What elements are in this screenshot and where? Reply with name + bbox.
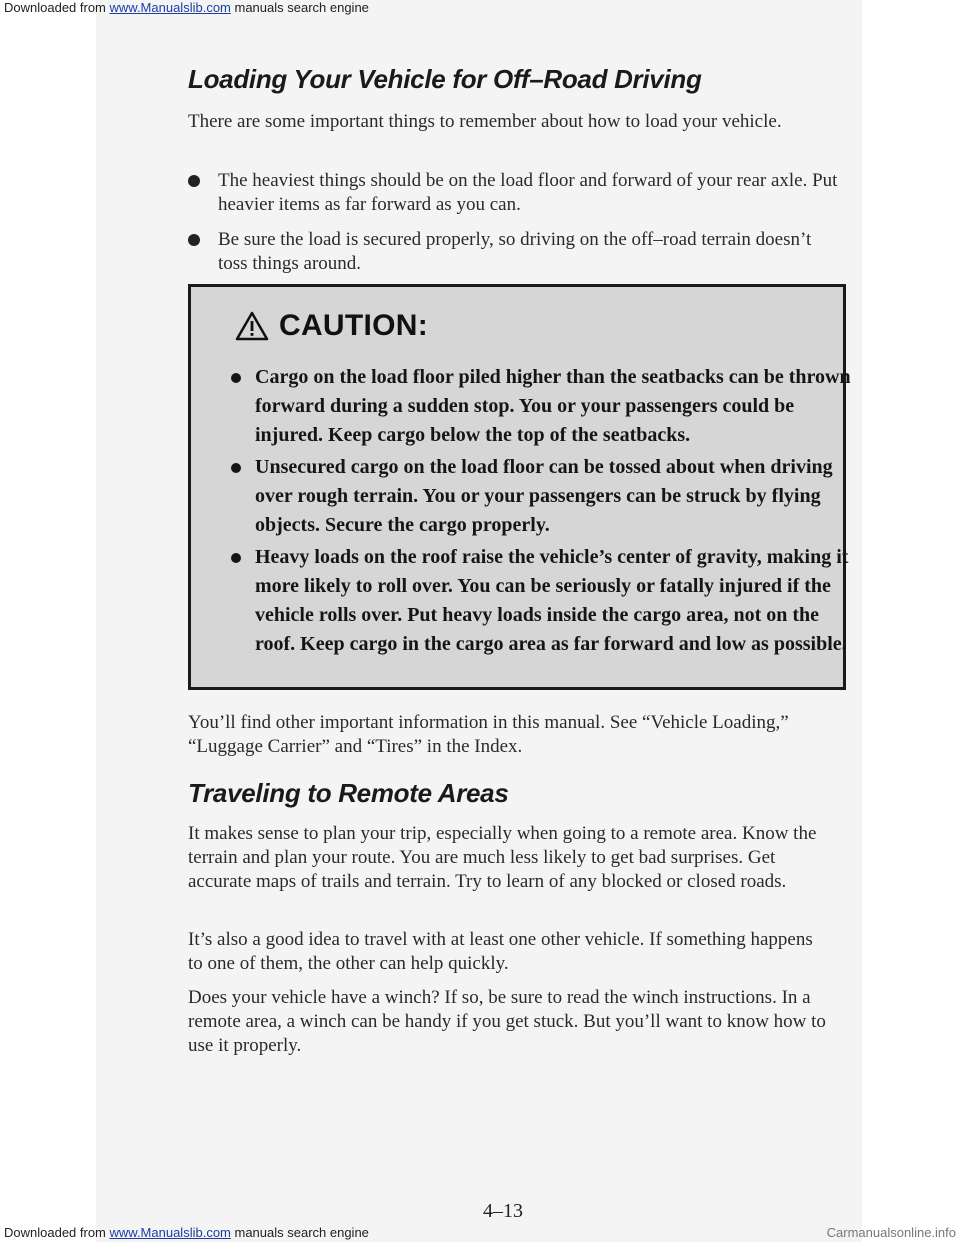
- caution-header: [235, 309, 428, 343]
- manualslib-link[interactable]: www.Manualslib.com: [109, 0, 231, 15]
- caution-item-text: Heavy loads on the roof raise the vehicle’s center of gravity, making it more likely to roll over. You can be seriously or fatally injured if the vehicle rolls over. Put heavy loads inside the cargo area, not on the roof. Keep cargo in the cargo area as far forward and low as possible.: [255, 546, 849, 655]
- bullet-dot-icon: [231, 373, 241, 383]
- watermark-top: [4, 0, 369, 15]
- warning-triangle-icon: [235, 311, 269, 341]
- intro-paragraph: There are some important things to remember about how to load your vehicle.: [188, 111, 782, 132]
- page-number: 4–13: [483, 1200, 523, 1222]
- bullet-item-secured: [188, 228, 838, 276]
- caution-item-cargo-floor: [231, 363, 855, 450]
- bullet-dot-icon: [188, 234, 200, 246]
- watermark-suffix: manuals search engine: [230, 0, 369, 15]
- bullet-text: The heaviest things should be on the load floor and forward of your rear axle. Put heavier items as far forward as you can.: [218, 170, 838, 215]
- watermark-prefix: Downloaded from: [4, 0, 110, 15]
- caution-box: [188, 284, 851, 690]
- remote-paragraph-winch: Does your vehicle have a winch? If so, be sure to read the winch instructions. In a remote area, a winch can be handy if you get stuck. But you’ll want to know how to use it properly.: [188, 987, 826, 1056]
- watermark-suffix: manuals search engine: [230, 1225, 369, 1240]
- manualslib-link[interactable]: www.Manualslib.com: [109, 1225, 231, 1240]
- remote-paragraph-plan: It makes sense to plan your trip, especially when going to a remote area. Know the terrain and plan your route. You are much less likely to get bad surprises. Get accurate maps of trails and terrain. Try to learn of any blocked or closed roads.: [188, 823, 817, 892]
- bullet-dot-icon: [231, 463, 241, 473]
- caution-title: CAUTION:: [279, 309, 429, 342]
- caution-item-text: Unsecured cargo on the load floor can be tossed about when driving over rough terrain. You or your passengers can be struck by flying objects. Secure the cargo properly.: [255, 456, 833, 536]
- remote-paragraph-travel: It’s also a good idea to travel with at least one other vehicle. If something happens to one of them, the other can help quickly.: [188, 929, 813, 974]
- caution-item-unsecured: [231, 453, 855, 540]
- heading-loading: Loading Your Vehicle for Off–Road Driving: [188, 64, 702, 94]
- bullet-dot-icon: [188, 175, 200, 187]
- bullet-item-heaviest: [188, 169, 838, 217]
- caution-item-roof-loads: [231, 543, 855, 659]
- watermark-bottom: [4, 1225, 369, 1240]
- caution-item-text: Cargo on the load floor piled higher than the seatbacks can be thrown forward during a sudden stop. You or your passengers could be injured. Keep cargo below the top of the seatbacks.: [255, 366, 851, 446]
- watermark-right: Carmanualsonline.info: [826, 1225, 956, 1240]
- watermark-prefix: Downloaded from: [4, 1225, 110, 1240]
- heading-remote-areas: Traveling to Remote Areas: [188, 778, 509, 808]
- bullet-dot-icon: [231, 553, 241, 563]
- other-info-paragraph: You’ll find other important information in this manual. See “Vehicle Loading,” “Luggage Carrier” and “Tires” in the Index.: [188, 712, 789, 757]
- bullet-text: Be sure the load is secured properly, so driving on the off–road terrain doesn’t toss things around.: [218, 229, 812, 274]
